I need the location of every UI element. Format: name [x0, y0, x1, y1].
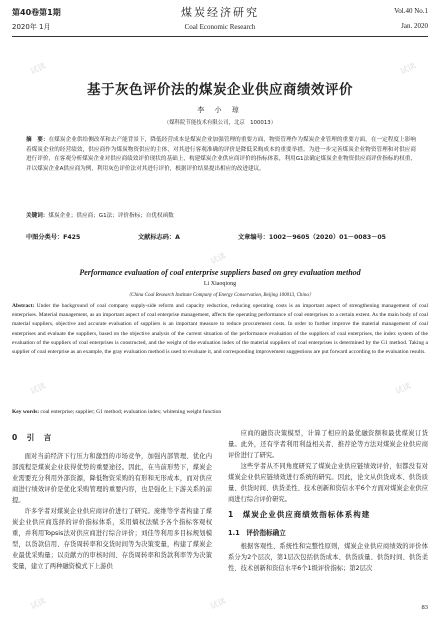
body-paragraph: 许多学者对煤炭企业供应商评价进行了研究。庞维等学者构建了煤炭企业供应商选择的评价指标体系，采用熵权法赋予各个指标客观权重，并利用Topsis法对供应商进行综合评价；刘佳等利用多目标规划模型，以货款信用、存货周转率和交货时间等为决策变量，构建了煤炭企业最优采购量；以贡献方的审核时间、存货周转率和货款利率等为决策变量，建立了两种融资模式下上游供 — [12, 508, 212, 570]
article-affiliation: （煤科院节能技术有限公司，北京 100013） — [163, 120, 277, 126]
watermark: 试读 — [28, 596, 48, 612]
abstract-cn-label: 摘 要： — [26, 137, 49, 143]
body-paragraph: 根据客观性、系统性和完整性原则，煤炭企业供应商绩效的评价体系分为2个层次，第1层次包括供货成本、供货质量、供货时间、供货柔性、技术创新和资信水平6个1级评价指标；第2层次 — [228, 543, 428, 572]
watermark: 试读 — [28, 61, 48, 77]
watermark: 试读 — [208, 251, 228, 267]
body-paragraph: 应商的融资决策模型，计算了相应的最优融资额和最优煤炭订货量。此外，还有学者利用利益相关者、推荐论等方法对煤炭企业供应商评价进行了研究。 — [228, 430, 428, 459]
body-left-column — [12, 428, 212, 572]
watermark: 试读 — [393, 381, 413, 397]
body-paragraph: 这些学者从不同角度研究了煤炭企业供应链绩效评价，但都没有对煤炭企业供应链绩效进行系统的研究。因此，论文从供货成本、供货质量、供货时间、供货柔性、技术创新和资信水平6个方面对煤炭企业供应商进行综合评价研究。 — [228, 463, 428, 503]
watermark: 试读 — [398, 61, 418, 77]
abstract-en-text: Under the background of coal company supply-side reform and capacity reduction, reducing operating costs is an important aspect of strengthening management of coal enterprises. Material management, as an important aspect of coal enterprise management, affects the operating performance of coal enterprises to a certain extent. As the main body of coal material suppliers, objective and accurate evaluation of suppliers is an important measure to reduce procurement costs. In order to further improve the material management of coal enterprises and evaluate the suppliers, based on the objective analysis of the current situation of the performance evaluation of the suppliers of coal enterprises, the index system of the evaluation of the suppliers of coal enterprises is constructed, and the weight of the evaluation index of the material suppliers of coal enterprises is determined by the G1 method. Taking a supplier of coal enterprise as an example, the gray evaluation method is used to evaluate it, and corresponding improvement suggestions are put forward according to the evaluation results. — [12, 303, 429, 356]
subsection-1-1-heading: 1.1 评价指标确立 — [228, 529, 286, 537]
journal-title-cn: 煤炭经济研究 — [181, 6, 259, 19]
page-number: 83 — [421, 604, 428, 611]
section-1-heading: 1 煤炭企业供应商绩效指标体系构建 — [228, 510, 371, 519]
journal-title-en: Coal Economic Research — [184, 23, 256, 31]
keywords-cn — [26, 212, 416, 222]
classification-meta — [26, 232, 416, 242]
running-header — [0, 0, 440, 44]
section-0-heading: 0 引 言 — [12, 433, 53, 442]
article-title: 基于灰色评价法的煤炭企业供应商绩效评价 — [87, 82, 353, 98]
watermark: 试读 — [28, 381, 48, 397]
abstract-en — [12, 302, 428, 357]
abstract-en-label: Abstract: — [12, 303, 35, 309]
keywords-en-label: Key words: — [12, 409, 40, 415]
keywords-en-text: coal enterprise; supplier; G1 method; evaluation index; whitening weight function — [40, 409, 222, 415]
english-affiliation: （China Coal Research Institute Company of Energy Conservation, Beijing 100013, China） — [126, 293, 314, 298]
keywords-cn-text: 煤炭企业；供应商；G1法；评价指标；自优权函数 — [48, 213, 174, 219]
header-rule — [12, 36, 428, 37]
article-author: 李 小 琼 — [197, 106, 243, 114]
clc-number: 中图分类号：F425 — [26, 234, 81, 241]
abstract-cn-text: 在煤炭企业供给侧改革和去产能背景下，降低经营成本是煤炭企业加强管理的重要方面，物资管理作为煤炭企业管理的重要方面，在一定程度上影响着煤炭企业的经营绩效，供应商作为煤炭物资供应的主体，对其进行客观准确的评价是降低采购成本的重要举措。为进一步完善煤炭企业物资管理和对供应商进行评价，在客观分析煤炭企业对供应商绩效评价现状的基础上，构建煤炭企业供应商评价的指标体系，利用G1法确定煤炭企业物资供应商评价指标的权重，并以煤炭企业A供应商为例，利用灰色评价法对其进行评价，根据评价结果提出相应的改进建议。 — [26, 137, 416, 172]
english-title: Performance evaluation of coal enterprise suppliers based on grey evaluation method — [79, 268, 361, 277]
keywords-en — [12, 408, 428, 417]
english-author: Li Xiaoqiong — [203, 281, 237, 287]
keywords-cn-label: 关键词： — [26, 213, 49, 219]
date-en: Jan. 2020 — [401, 22, 428, 30]
body-right-column — [228, 428, 428, 574]
article-number: 文章编号：1002－9605（2020）01－0083－05 — [238, 234, 386, 241]
date-cn: 2020年 1月 — [12, 23, 51, 31]
watermark: 试读 — [208, 596, 228, 612]
body-paragraph: 面对当前经济下行压力和激烈的市场竞争，加强内部管理、优化内部流程是煤炭企业获得优势的重要途径。因此，在当前形势下，煤炭企业需要充分利用外部资源，降低物资采购的有形和无形成本，而对供应商进行绩效评价是优化采购管理的重要内容，也是强化上下游关系的前提。 — [12, 453, 212, 504]
volume-issue-cn: 第40卷第1期 — [12, 8, 61, 17]
volume-issue-en: Vol.40 No.1 — [394, 7, 428, 15]
document-code: 文献标志码：A — [138, 234, 180, 241]
abstract-cn — [26, 136, 416, 174]
